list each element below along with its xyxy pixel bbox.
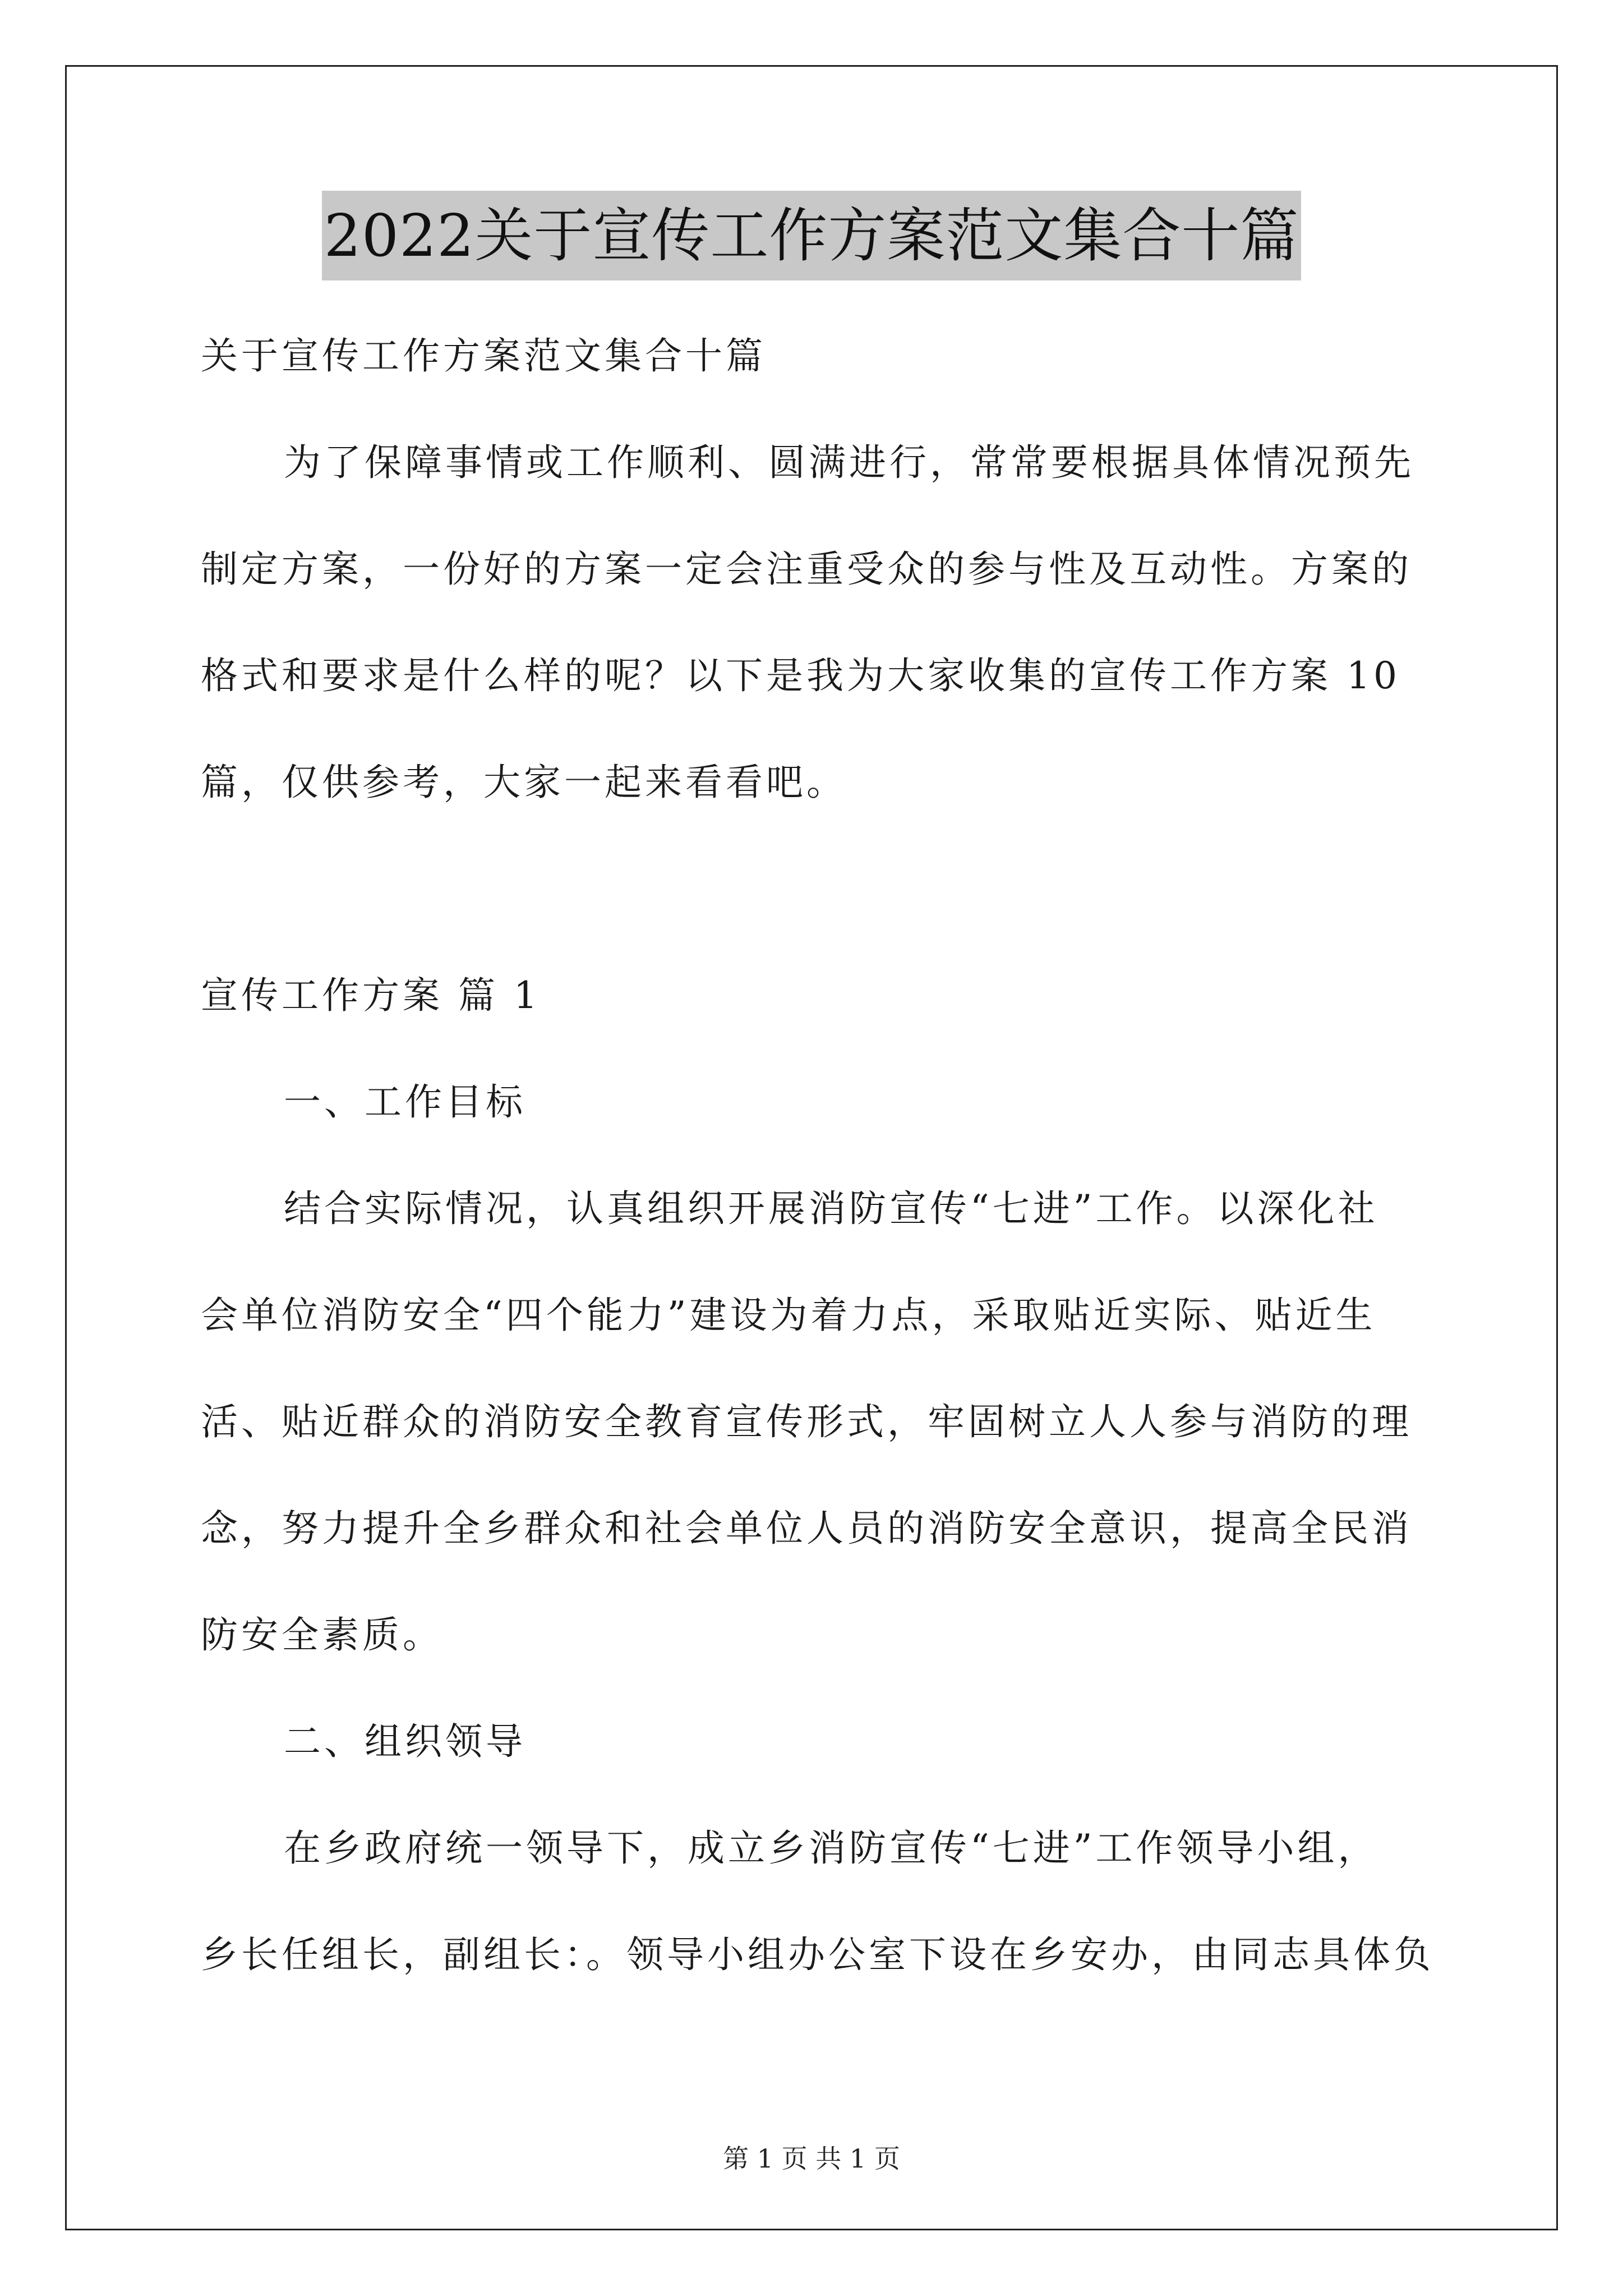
title-container bbox=[0, 191, 1623, 280]
intro-line: 格式和要求是什么样的呢？以下是我为大家收集的宣传工作方案 10 bbox=[201, 654, 1400, 697]
goal-line: 活、贴近群众的消防安全教育宣传形式，牢固树立人人参与消防的理 bbox=[201, 1400, 1412, 1443]
intro-line: 为了保障事情或工作顺利、圆满进行，常常要根据具体情况预先 bbox=[284, 441, 1414, 484]
heading-work-goals: 一、工作目标 bbox=[284, 1080, 526, 1124]
page-footer: 第 1 页 共 1 页 bbox=[723, 2143, 900, 2174]
org-line: 乡长任组长，副组长：。领导小组办公室下设在乡安办，由同志具体负 bbox=[201, 1933, 1434, 1976]
document-title: 2022关于宣传工作方案范文集合十篇 bbox=[322, 191, 1302, 280]
document-body bbox=[201, 303, 1435, 2008]
goal-line: 念，努力提升全乡群众和社会单位人员的消防安全意识，提高全民消 bbox=[201, 1507, 1412, 1550]
heading-organization: 二、组织领导 bbox=[284, 1720, 526, 1763]
org-line: 在乡政府统一领导下，成立乡消防宣传“七进”工作领导小组， bbox=[284, 1826, 1378, 1870]
blank-line bbox=[201, 836, 1435, 942]
intro-line: 篇，仅供参考，大家一起来看看吧。 bbox=[201, 761, 847, 804]
goal-line: 防安全素质。 bbox=[201, 1613, 443, 1657]
goal-line: 结合实际情况，认真组织开展消防宣传“七进”工作。以深化社 bbox=[284, 1187, 1378, 1230]
intro-line: 制定方案，一份好的方案一定会注重受众的参与性及互动性。方案的 bbox=[201, 547, 1412, 591]
section-title: 宣传工作方案 篇 1 bbox=[201, 974, 541, 1017]
goal-line: 会单位消防安全“四个能力”建设为着力点，采取贴近实际、贴近生 bbox=[201, 1294, 1376, 1337]
document-subtitle: 关于宣传工作方案范文集合十篇 bbox=[201, 334, 766, 378]
